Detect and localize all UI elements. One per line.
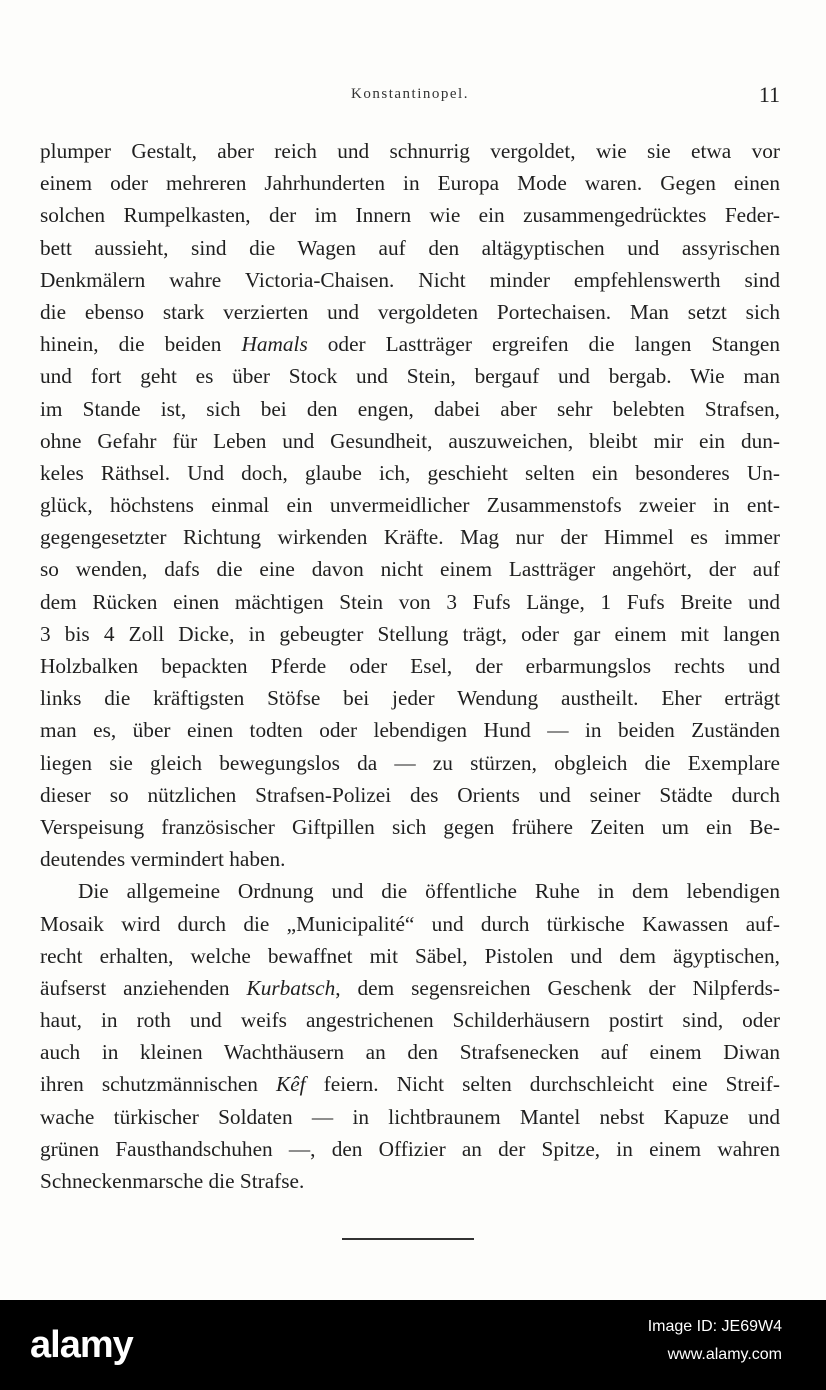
text-line (40, 135, 780, 167)
text-line (40, 618, 780, 650)
text-line (40, 167, 780, 199)
text-segment: ihren schutzmännischen (40, 1072, 277, 1097)
text-segment: die ebenso stark verzierten und vergoldeten Portechaisen. Man setzt sich (40, 299, 780, 324)
text-segment: im Stande ist, sich bei den engen, dabei aber sehr belebten Strafsen, (40, 396, 780, 421)
text-segment: dieser so nützlichen Strafsen-Polizei des Orients und seiner Städte durch (40, 782, 780, 807)
text-segment: links die kräftigsten Stöfse bei jeder Wendung austheilt. Eher erträgt (40, 686, 780, 711)
stock-url: www.alamy.com (667, 1346, 782, 1363)
text-segment: Schneckenmarsche die Strafse. (40, 1169, 305, 1193)
text-segment: keles Räthsel. Und doch, glaube ich, geschieht selten ein besonderes Un- (40, 460, 780, 485)
text-line (40, 650, 780, 682)
text-line (40, 393, 780, 425)
text-line (40, 779, 780, 811)
text-segment: recht erhalten, welche bewaffnet mit Säbel, Pistolen und dem ägyptischen, (40, 943, 780, 968)
text-line (40, 489, 780, 521)
text-segment: Die allgemeine Ordnung und die öffentliche Ruhe in dem lebendigen (78, 879, 780, 904)
text-line (40, 586, 780, 618)
text-line (40, 1133, 780, 1165)
italic-term: Hamals (241, 332, 308, 357)
text-line (40, 199, 780, 231)
text-segment: einem oder mehreren Jahrhunderten in Europa Mode waren. Gegen einen (40, 171, 780, 196)
text-segment: bett aussieht, sind die Wagen auf den altägyptischen und assyrischen (40, 235, 780, 260)
text-line (40, 875, 780, 907)
watermark-footer (0, 1300, 826, 1390)
text-segment: Mosaik wird durch die „Municipalité“ und durch türkische Kawassen auf- (40, 911, 780, 936)
text-segment: deutendes vermindert haben. (40, 847, 286, 872)
text-segment: so wenden, dafs die eine davon nicht einem Lastträger angehört, der auf (40, 557, 780, 582)
italic-term: Kêf (276, 1072, 306, 1097)
running-head (40, 82, 780, 116)
running-title: Konstantinopel. (351, 86, 469, 102)
text-segment: glück, höchstens einmal ein unvermeidlicher Zusammenstofs zweier in ent- (40, 493, 780, 518)
text-line (40, 232, 780, 264)
image-id: Image ID: JE69W4 (647, 1318, 782, 1335)
text-line (40, 747, 780, 779)
text-segment: 3 bis 4 Zoll Dicke, in gebeugter Stellung trägt, oder gar einem mit langen (40, 621, 780, 646)
text-segment: grünen Fausthandschuhen —, den Offizier an der Spitze, in einem wahren (40, 1136, 780, 1161)
text-segment: plumper Gestalt, aber reich und schnurrig vergoldet, wie sie etwa vor (40, 139, 780, 163)
text-segment: Verspeisung französischer Giftpillen sich gegen frühere Zeiten um ein Be- (40, 814, 780, 839)
text-line (40, 1068, 780, 1100)
text-line (40, 1101, 780, 1133)
page-number: 11 (758, 82, 780, 107)
text-line (40, 682, 780, 714)
text-line (40, 1165, 780, 1197)
text-line (40, 553, 780, 585)
text-line (40, 940, 780, 972)
text-segment: man es, über einen todten oder lebendigen Hund — in beiden Zuständen (40, 718, 780, 743)
text-line (40, 264, 780, 296)
text-line (40, 843, 780, 875)
text-segment: auch in kleinen Wachthäusern an den Strafsenecken auf einem Diwan (40, 1040, 780, 1065)
text-segment: solchen Rumpelkasten, der im Innern wie ein zusammengedrücktes Feder- (40, 203, 780, 228)
text-segment: oder Lastträger ergreifen die langen Stangen (307, 332, 780, 357)
text-line (40, 1004, 780, 1036)
italic-term: Kurbatsch (246, 975, 336, 1000)
text-segment: äufserst anziehenden (40, 975, 247, 1000)
text-line (40, 457, 780, 489)
text-segment: ohne Gefahr für Leben und Gesundheit, auszuweichen, bleibt mir ein dun- (40, 428, 780, 453)
paragraph (40, 875, 780, 1197)
paragraph (40, 135, 780, 875)
text-line (40, 328, 780, 360)
text-segment: dem Rücken einen mächtigen Stein von 3 Fufs Länge, 1 Fufs Breite und (40, 589, 780, 614)
text-segment: hinein, die beiden (40, 332, 242, 357)
text-line (40, 296, 780, 328)
text-segment: feiern. Nicht selten durchschleicht eine Streif- (305, 1072, 780, 1097)
text-segment: Denkmälern wahre Victoria-Chaisen. Nicht minder empfehlenswerth sind (40, 267, 780, 292)
text-segment: gegengesetzter Richtung wirkenden Kräfte. Mag nur der Himmel es immer (40, 525, 780, 550)
text-segment: Holzbalken bepackten Pferde oder Esel, der erbarmungslos rechts und (40, 654, 780, 678)
text-line (40, 360, 780, 392)
text-line (40, 908, 780, 940)
text-line (40, 1036, 780, 1068)
text-segment: liegen sie gleich bewegungslos da — zu stürzen, obgleich die Exemplare (40, 750, 780, 775)
text-line (40, 811, 780, 843)
text-segment: , dem segensreichen Geschenk der Nilpferds- (335, 975, 780, 1000)
text-segment: wache türkischer Soldaten — in lichtbraunem Mantel nebst Kapuze und (40, 1104, 780, 1129)
alamy-logo: alamy (30, 1324, 133, 1366)
text-line (40, 714, 780, 746)
text-line (40, 425, 780, 457)
text-segment: haut, in roth und weifs angestrichenen Schilderhäusern postirt sind, oder (40, 1008, 780, 1033)
text-line (40, 972, 780, 1004)
text-line (40, 521, 780, 553)
closing-rule (342, 1238, 474, 1240)
body-text (40, 135, 780, 1197)
text-segment: und fort geht es über Stock und Stein, bergauf und bergab. Wie man (40, 364, 780, 389)
